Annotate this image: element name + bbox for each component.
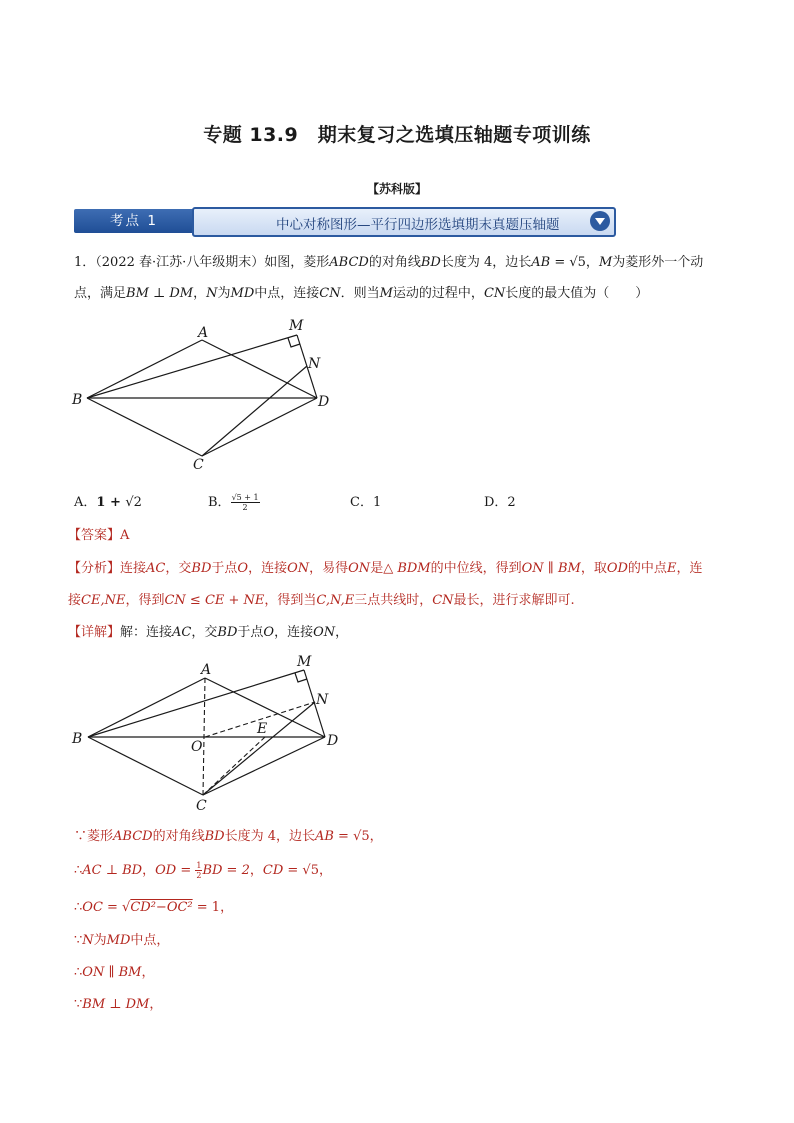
math: AC [172,625,192,640]
text: ，得到当 [264,593,317,608]
math: BD [204,829,225,844]
text: 的对角线 [152,829,205,844]
math: BD [217,625,238,640]
math: N [82,933,94,948]
math: BD = 2 [202,863,250,878]
text: 是 [370,561,384,576]
text: ，得到 [125,593,165,608]
math: ON [348,561,371,576]
math: △ BDM [383,561,431,576]
text: ， [220,900,234,915]
text: 的中点 [627,561,667,576]
math: MD [230,286,255,301]
math: MD [106,933,131,948]
math: ON [287,561,310,576]
text: 点，满足 [74,286,127,301]
math: CE,NE [81,593,126,608]
fig1-label-d: D [318,394,330,410]
option-d[interactable]: D．2 [484,495,516,510]
math: M [379,286,393,301]
math: BD [420,255,441,270]
text: ， [249,863,263,878]
section-title: 中心对称图形—平行四边形选填期末真题压轴题 [276,217,560,233]
math: AC [146,561,166,576]
math: BD [191,561,212,576]
math: CN ≤ CE + NE [164,593,265,608]
text: ，交 [165,561,192,576]
math: AB = [314,829,354,844]
text: ， [318,863,332,878]
text: ∵菱形 [74,829,114,844]
text: ， [369,829,383,844]
text: ， [149,997,163,1012]
fig2-label-d: D [327,733,339,749]
option-b[interactable] [208,492,260,514]
text: 长度的最大值为（ ） [505,286,649,301]
math: √ [122,900,131,915]
edition-label: 【苏科版】 [366,182,427,196]
answer-line [68,525,129,547]
math: O [263,625,275,640]
fig2-label-n: N [316,692,329,708]
frac-den: 2 [196,871,202,880]
math: OD [606,561,628,576]
math: CN [432,593,454,608]
detail-line [68,622,758,644]
text: 接 [68,593,82,608]
math: CD = [262,863,303,878]
option-a-val: 1 + [96,495,126,510]
figure-2 [60,650,360,820]
math: ABCD [329,255,369,270]
fig2-label-e: E [257,721,268,737]
problem-line-2 [74,283,764,305]
text: ， [585,255,599,270]
text: ，取 [580,561,607,576]
math: CN [319,286,341,301]
text: ，连接 [248,561,288,576]
option-c[interactable]: C．1 [350,495,382,510]
math: CD²−OC² [130,900,193,915]
math: E [666,561,677,576]
text: 连接 [120,561,147,576]
fig2-label-c: C [196,798,207,814]
text: 三点共线时， [354,593,433,608]
text: ， [142,863,156,878]
figure-1 [60,315,360,480]
math: √5 [302,863,319,878]
fig1-label-b: B [72,392,83,408]
math: BM ⊥ DM [126,286,194,301]
fig2-label-m: M [297,654,312,670]
text: 于点 [237,625,264,640]
frac-num: 1 [196,861,202,870]
fig1-label-n: N [308,356,321,372]
text: 长度为 4，边长 [440,255,532,270]
math: ABCD [113,829,153,844]
section-bar [192,207,616,237]
text: ．则当 [340,286,380,301]
frac-den: 2 [242,503,248,512]
math: ON ∥ BM [82,965,142,980]
math: M [598,255,613,270]
option-b-fraction [231,493,260,512]
problem-line-1 [74,252,764,274]
math: = 1 [192,900,221,915]
text: ∴ [74,965,83,980]
math: AB [531,255,551,270]
text: ， [335,625,349,640]
detail-label: 【详解】 [68,625,121,640]
text: 长度为 4，边长 [224,829,315,844]
analysis-label: 【分析】 [68,561,121,576]
text: 最长，进行求解即可. [453,593,575,608]
fig1-label-m: M [289,318,304,334]
text: ， [141,965,155,980]
text: 的中位线，得到 [430,561,522,576]
math: CN [483,286,506,301]
text: ∴ [74,900,83,915]
math: = [550,255,570,270]
math: BM ⊥ DM [82,997,150,1012]
answer-label: 【答案】 [68,528,121,543]
answer-value: A [120,528,130,543]
chevron-down-icon[interactable] [590,211,610,231]
text: 中点， [130,933,170,948]
step-2 [74,860,754,882]
fig2-label-a: A [201,662,212,678]
text: ∴ [74,863,83,878]
frac-num: √5 + 1 [231,493,259,502]
math: ON ∥ BM [521,561,581,576]
math: OC = [82,900,123,915]
step-6 [74,994,754,1016]
step-3 [74,897,754,919]
text: ∵ [74,933,83,948]
fig2-label-b: B [72,731,83,747]
page-title: 专题 13.9 期末复习之选填压轴题专项训练 [203,124,591,146]
text: 于点 [211,561,238,576]
text: 1．（2022 春·江苏·八年级期末）如图，菱形 [74,255,330,270]
math: √5 [353,829,370,844]
text: 为 [217,286,231,301]
text: 的对角线 [368,255,421,270]
text: 为菱形外一个动 [612,255,704,270]
fig1-label-a: A [198,325,209,341]
text: ，连 [676,561,703,576]
text: 中点，连接 [254,286,320,301]
text: ∵ [74,997,83,1012]
math: O [237,561,249,576]
math: C,N,E [316,593,355,608]
analysis-line-2 [68,590,758,612]
step-1 [74,826,754,848]
section-tag: 考点 1 [74,209,194,233]
option-a-label: A． [74,495,97,510]
math: N [206,286,218,301]
math: OD = [155,863,196,878]
option-b-label: B． [208,495,231,510]
step-4 [74,930,754,952]
math: AC ⊥ BD [82,863,143,878]
step-5 [74,962,754,984]
fig2-label-o: O [191,739,203,755]
text: ，交 [191,625,218,640]
text: ，易得 [309,561,349,576]
text: ， [193,286,207,301]
section-banner [74,207,614,237]
text: 运动的过程中， [392,286,484,301]
math: ON [313,625,336,640]
math: √5 [569,255,586,270]
text: 为 [93,933,107,948]
option-a[interactable] [74,492,142,514]
option-a-root: √2 [125,495,142,510]
text: ，连接 [274,625,314,640]
text: 解：连接 [120,625,173,640]
fig1-label-c: C [193,457,204,473]
analysis-line-1 [68,558,758,580]
